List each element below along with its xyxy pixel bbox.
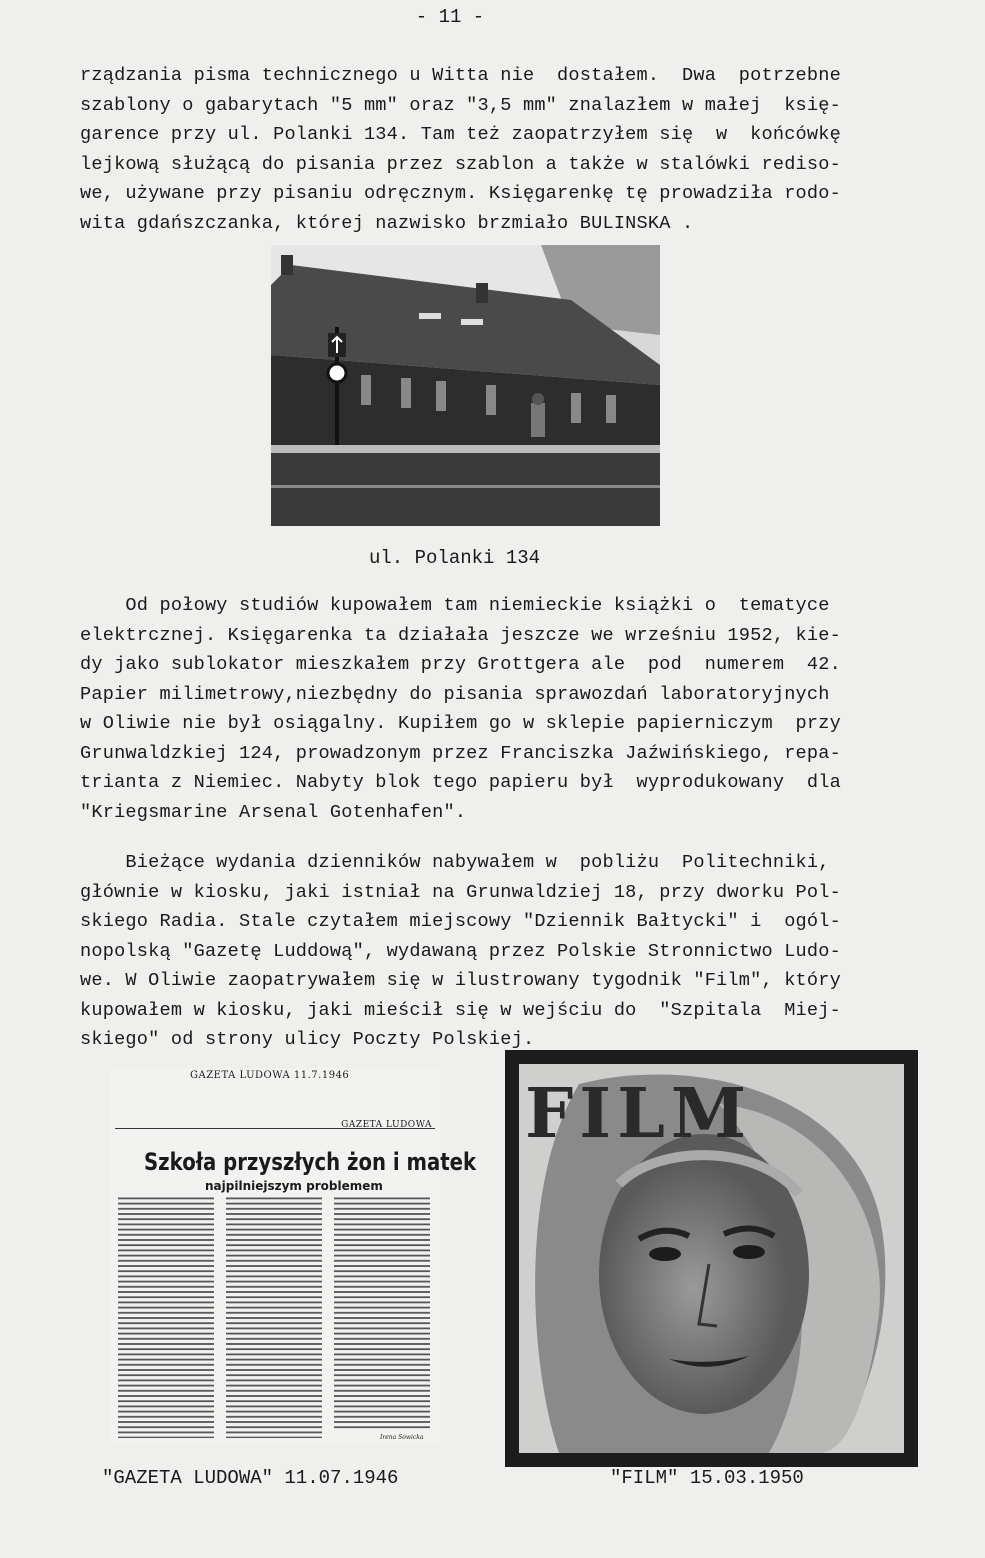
clipping-columns: [118, 1196, 436, 1438]
clipping-subheadline: najpilniejszym problemem: [205, 1179, 383, 1193]
clipping-column: [226, 1196, 324, 1438]
house-photo-illustration: [271, 245, 660, 526]
page-number: - 11 -: [415, 6, 485, 28]
clipping-author: Irena Sowicka: [380, 1434, 424, 1441]
text-line: skiego" od strony ulicy Poczty Polskiej.: [80, 1029, 535, 1050]
text-line: skiego Radia. Stale czytałem miejscowy "Dziennik Bałtycki" i ogól-: [80, 911, 841, 932]
text-line: Papier milimetrowy,niezbędny do pisania sprawozdań laboratoryjnych: [80, 683, 830, 705]
text-line: Grunwaldzkiej 124, prowadzonym przez Franciszka Jaźwińskiego, repa-: [80, 742, 841, 764]
text-line: we. W Oliwie zaopatrywałem się w ilustrowany tygodnik "Film", który: [80, 970, 841, 991]
clipping-text-texture: [334, 1196, 432, 1430]
clipping-date-line: GAZETA LUDOWA 11.7.1946: [190, 1070, 350, 1081]
clipping-column: [118, 1196, 216, 1438]
paragraph-3: [80, 848, 960, 1055]
text-line: rządzania pisma technicznego u Witta nie dostałem. Dwa potrzebne: [80, 65, 841, 86]
text-line: "Kriegsmarine Arsenal Gotenhafen".: [80, 801, 467, 823]
clipping-headline: Szkoła przyszłych żon i matek: [144, 1148, 477, 1176]
paragraph-2: [80, 591, 960, 827]
text-line: nopolską "Gazetę Luddową", wydawaną przez Polskie Stronnictwo Ludo-: [80, 940, 841, 962]
photo-caption: ul. Polanki 134: [369, 547, 541, 569]
text-line: kupowałem w kiosku, jaki mieścił się w wejściu do "Szpitala Miej-: [80, 999, 841, 1021]
caption-gazeta-ludowa: "GAZETA LUDOWA" 11.07.1946: [102, 1467, 399, 1489]
photo-polanki-134: [271, 245, 660, 526]
text-line: wita gdańszczanka, której nazwisko brzmiało BULINSKA .: [80, 212, 694, 234]
clipping-text-texture: [118, 1196, 216, 1438]
film-logo: FILM: [525, 1074, 753, 1154]
newspaper-clipping: [110, 1068, 477, 1443]
text-line: trianta z Niemiec. Nabyty blok tego papieru był wyprodukowany dla: [80, 772, 841, 793]
film-magazine-cover: [505, 1050, 918, 1467]
text-line: garence przy ul. Polanki 134. Tam też zaopatrzyłem się w końcówkę: [80, 124, 841, 145]
caption-film: "FILM" 15.03.1950: [610, 1467, 804, 1489]
clipping-column: [334, 1196, 432, 1438]
clipping-text-texture: [226, 1196, 324, 1438]
text-line: elektrcznej. Księgarenka ta działała jeszcze we wrześniu 1952, kie-: [80, 624, 841, 646]
text-line: Od połowy studiów kupowałem tam niemieckie książki o tematyce: [80, 595, 830, 616]
text-line: we, używane przy pisaniu odręcznym. Księgarenkę tę prowadziła rodo-: [80, 183, 841, 204]
text-line: szablony o gabarytach "5 mm" oraz "3,5 mm" znalazłem w małej księ-: [80, 94, 841, 116]
text-line: Bieżące wydania dzienników nabywałem w pobliżu Politechniki,: [80, 852, 830, 873]
text-line: lejkową służącą do pisania przez szablon a także w stalówki rediso-: [80, 153, 841, 175]
film-cover-image: [519, 1064, 904, 1453]
paragraph-1: [80, 61, 960, 238]
text-line: dy jako sublokator mieszkałem przy Grottgera ale pod numerem 42.: [80, 654, 841, 675]
text-line: w Oliwie nie był osiągalny. Kupiłem go w sklepie papierniczym przy: [80, 713, 841, 734]
clipping-masthead: GAZETA LUDOWA: [341, 1120, 432, 1130]
text-line: głównie w kiosku, jaki istniał na Grunwaldziej 18, przy dworku Pol-: [80, 881, 841, 903]
